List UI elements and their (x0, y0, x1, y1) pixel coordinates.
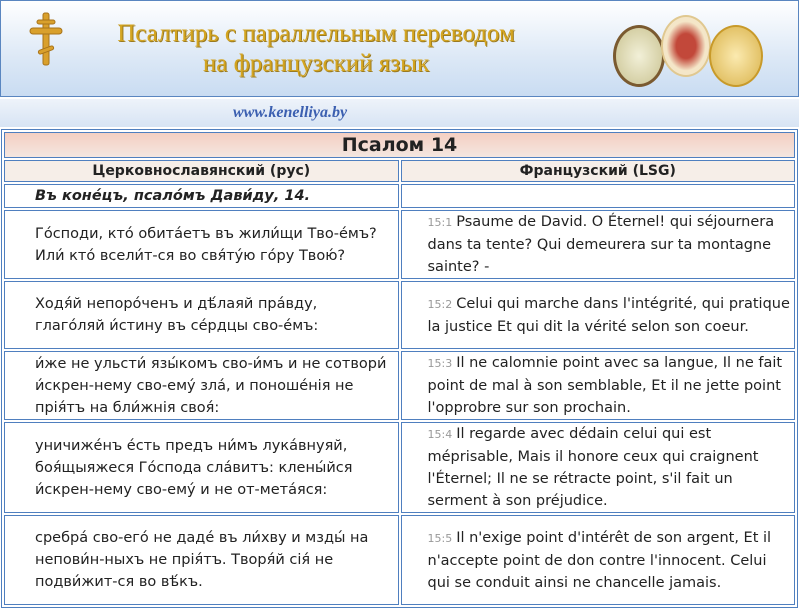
title-line-2: на французский язык (202, 50, 430, 77)
verse-fr (401, 281, 796, 349)
verse-number: 15:1 (427, 216, 453, 229)
superscription: Въ коне́цъ, псало́мъ Дави́ду, 14. (4, 184, 399, 208)
verse-fr (401, 515, 796, 605)
verse-number: 15:3 (427, 357, 453, 370)
site-url-link[interactable]: www.kenelliya.by (233, 104, 348, 121)
verse-fr (401, 422, 796, 513)
column-header-french: Французский (LSG) (401, 160, 796, 182)
verse-fr-text: Il regarde avec dédain celui qui est méprisable, Mais il honore ceux qui craignent l'Éternel; Il ne se rétracte point, s'il fait un serment à son préjudice. (427, 426, 759, 509)
empty-cell (401, 184, 796, 208)
verse-number: 15:4 (427, 428, 453, 441)
verse-fr-text: Il n'exige point d'intérêt de son argent, Et il n'accepte point de don contre l'innocent. Celui qui se conduit ainsi ne chancelle jamais. (427, 529, 772, 591)
verse-number: 15:2 (427, 297, 453, 311)
site-banner (0, 0, 799, 97)
verse-fr-text: Psaume de David. O Éternel! qui séjournera dans ta tente? Qui demeurera sur ta montagne sainte? - (427, 214, 775, 275)
verse-fr-text: Celui qui marche dans l'intégrité, qui pratique la justice Et qui dit la vérité selon son coeur. (427, 295, 790, 335)
verse-fr-text: Il ne calomnie point avec sa langue, Il ne fait point de mal à son semblable, Et il ne jette point l'opprobre sur son prochain. (427, 355, 783, 416)
kn-logo-green (613, 25, 665, 87)
column-header-church-slavonic: Церковнославянский (рус) (4, 160, 399, 182)
verse-cs: Го́споди, кто́ обита́етъ въ жили́щи Тво-е́мъ? Или́ кто́ всели́т-ся во свя́ту́ю го́ру Твою́? (4, 210, 399, 279)
psalm-title: Псалом 14 (4, 132, 795, 158)
verse-fr (401, 351, 796, 420)
icon-medallion-logo (661, 15, 711, 77)
verse-cs: Ходя́й непоро́ченъ и дѣ́лаяй пра́вду, глаго́ляй и́стину въ се́рдцы сво-е́мъ: (4, 281, 399, 349)
kn-logo-gold (709, 25, 763, 87)
site-title (56, 19, 576, 79)
verse-cs: и́же не ульсти́ язы́комъ сво-и́мъ и не сотвори́ и́скрен-нему сво-ему́ зла́, и поноше́нія не прія́тъ на бли́жнія своя́: (4, 351, 399, 420)
verse-number: 15:5 (427, 531, 453, 545)
verse-cs: уничиже́нъ е́сть предъ ни́мъ лука́внуяй, боя́щыяжеся Го́спода сла́витъ: клены́йся и́скрен-нему сво-ему́ и не от-мета́яся: (4, 422, 399, 513)
title-line-1: Псалтирь с параллельным переводом (117, 20, 515, 47)
verse-fr (401, 210, 796, 279)
psalm-table (1, 129, 798, 608)
verse-cs: сребра́ сво-его́ не даде́ въ ли́хву и мзды́ на непови́н-ныхъ не прія́тъ. Творя́й сія́ не подви́жит-ся во вѣ́къ. (4, 515, 399, 605)
url-band (0, 99, 799, 127)
